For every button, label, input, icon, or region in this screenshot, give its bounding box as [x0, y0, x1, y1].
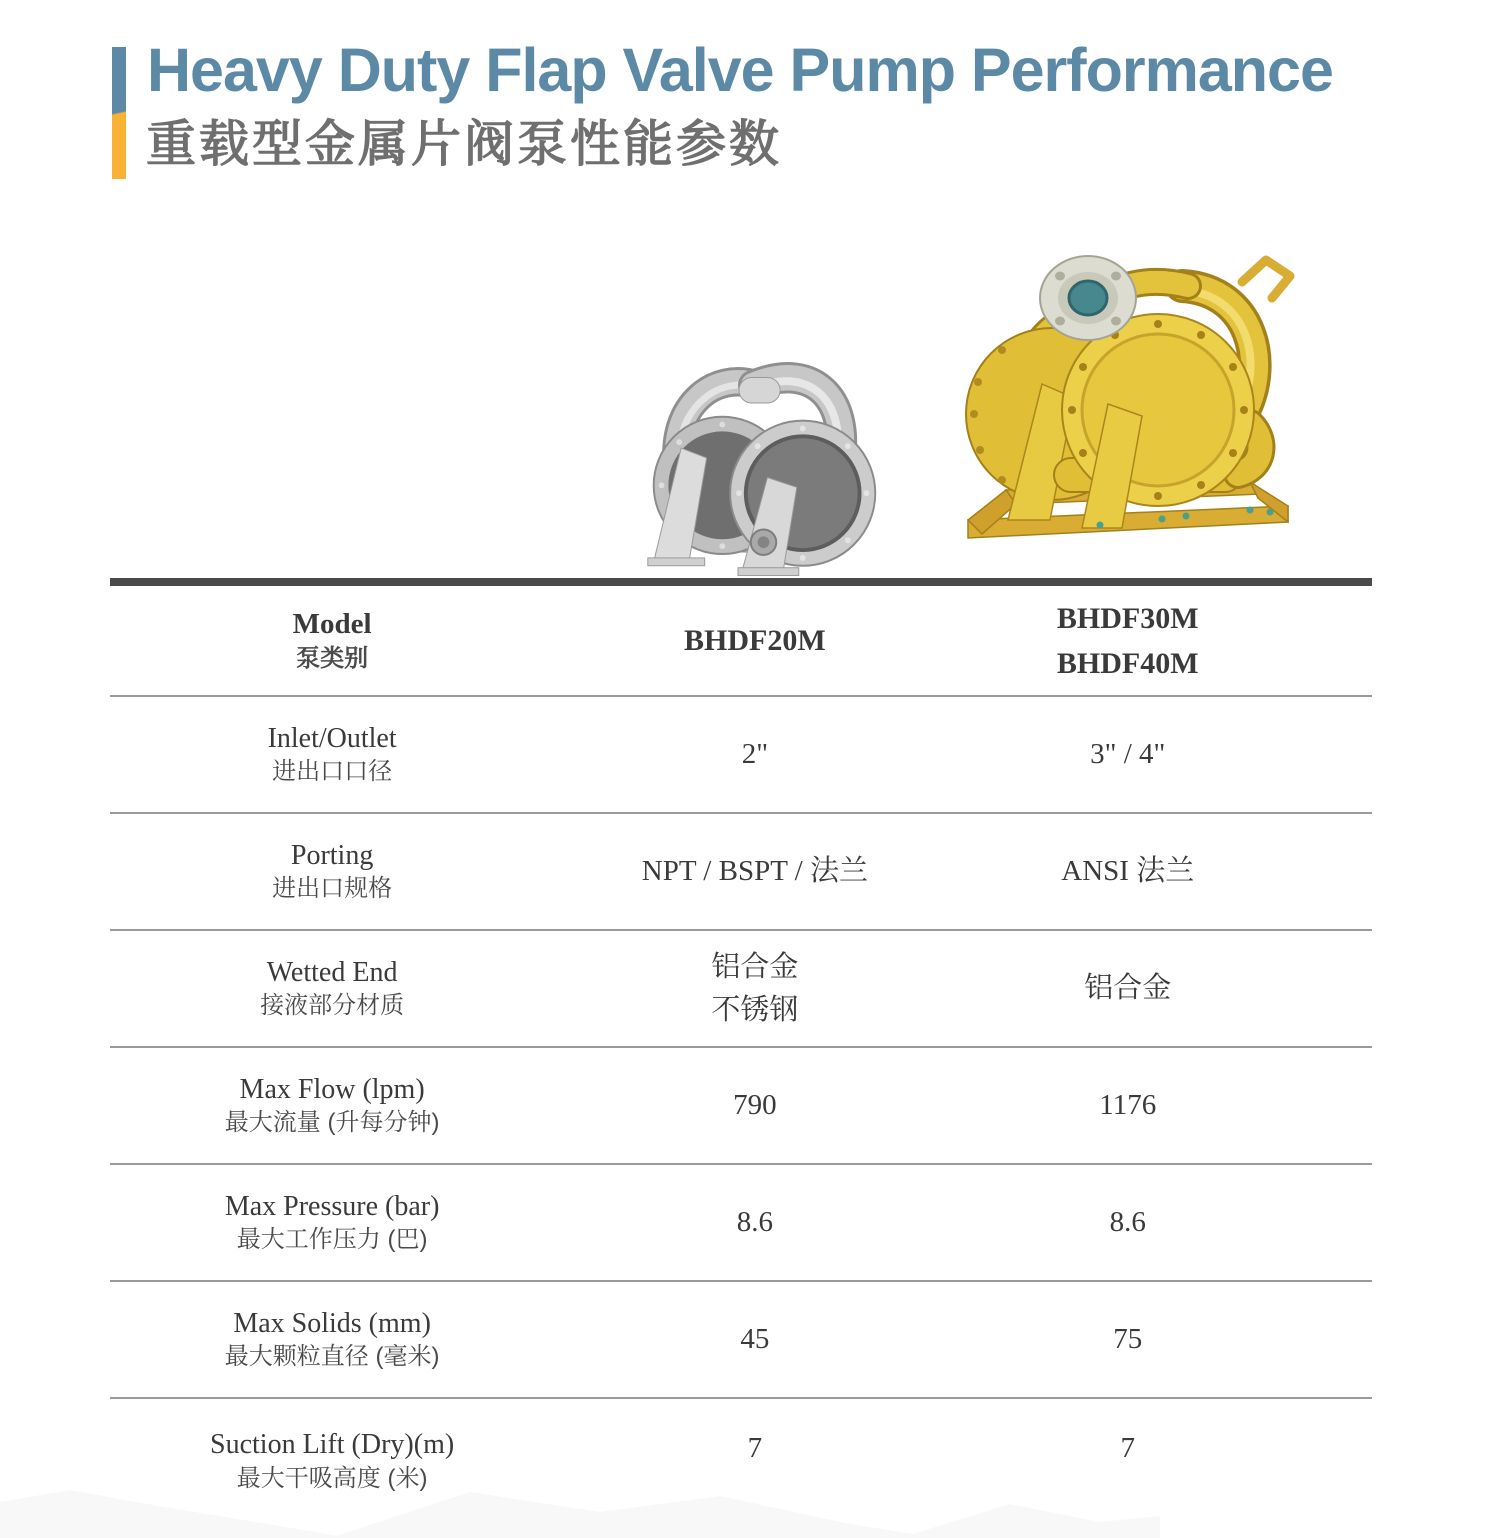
- row-label: [110, 721, 554, 789]
- pump-image-bhdf20m: [638, 328, 888, 578]
- pump-image-bhdf30m-bhdf40m: [950, 222, 1302, 570]
- value-text: 8.6: [1109, 1206, 1146, 1239]
- page-subtitle: 重载型金属片阀泵性能参数: [146, 116, 782, 172]
- row-label-zh: 最大颗粒直径 (毫米): [224, 1343, 440, 1371]
- row-label-zh: 泵类别: [296, 644, 369, 672]
- cell-value: [554, 1427, 955, 1469]
- table-row-max-flow: [110, 1048, 1372, 1165]
- cell-value: [554, 850, 955, 892]
- model-name: BHDF40M: [1056, 646, 1199, 680]
- model-col-bhdf20m: [554, 618, 955, 663]
- value-text: 铝合金: [1084, 972, 1172, 1005]
- row-label-en: Inlet/Outlet: [267, 722, 397, 754]
- row-label-en: Model: [292, 607, 372, 640]
- row-label: [110, 838, 554, 906]
- row-label: [110, 955, 554, 1023]
- value-text: 2": [741, 738, 769, 771]
- row-label-en: Suction Lift (Dry)(m): [210, 1429, 455, 1460]
- row-label-model: [110, 606, 554, 675]
- cell-value: [956, 733, 1372, 775]
- cell-value: [956, 967, 1372, 1009]
- table-row-wetted-end: [110, 931, 1372, 1048]
- cell-value: [554, 1318, 955, 1360]
- value-text: ANSI 法兰: [1061, 855, 1195, 888]
- value-text: 45: [740, 1323, 770, 1356]
- value-text: 铝合金: [711, 951, 799, 984]
- value-text: 1176: [1099, 1089, 1157, 1122]
- table-row-model: [110, 586, 1372, 697]
- value-text: 不锈钢: [711, 993, 799, 1026]
- cell-value: [956, 1318, 1372, 1360]
- watermark-graphic: [0, 1482, 1160, 1538]
- cell-value: [554, 733, 955, 775]
- row-label-zh: 进出口规格: [272, 875, 393, 903]
- cell-value: [956, 850, 1372, 892]
- row-label-zh: 接液部分材质: [260, 992, 405, 1020]
- value-text: 7: [747, 1432, 763, 1464]
- value-text: NPT / BSPT / 法兰: [641, 855, 868, 888]
- model-col-bhdf30m-40m: [956, 596, 1372, 686]
- title-accent-bar: [112, 47, 126, 179]
- value-text: 75: [1113, 1323, 1143, 1356]
- row-label-en: Porting: [290, 839, 374, 871]
- row-label-en: Max Flow (lpm): [239, 1073, 425, 1105]
- page-title: Heavy Duty Flap Valve Pump Performance: [147, 36, 1333, 104]
- cell-value: [554, 1084, 955, 1126]
- value-text: 3" / 4": [1090, 738, 1166, 771]
- value-text: 7: [1120, 1432, 1135, 1464]
- model-name: BHDF30M: [1056, 601, 1199, 635]
- value-text: 790: [733, 1089, 777, 1122]
- row-label-zh: 最大流量 (升每分钟): [224, 1109, 440, 1137]
- row-label-en: Max Pressure (bar): [224, 1190, 440, 1222]
- cell-value: [956, 1201, 1372, 1243]
- table-row-max-pressure: [110, 1165, 1372, 1282]
- table-row-max-solids: [110, 1282, 1372, 1399]
- spec-table: [110, 578, 1372, 1538]
- model-name: BHDF20M: [684, 624, 826, 657]
- cell-value: [554, 1201, 955, 1243]
- row-label-en: Max Solids (mm): [233, 1307, 431, 1339]
- row-label: [110, 1189, 554, 1257]
- row-label-zh: 进出口口径: [272, 758, 393, 786]
- row-label: [110, 1072, 554, 1140]
- row-label-zh: 最大干吸高度 (米): [236, 1464, 428, 1492]
- cell-value: [554, 946, 955, 1030]
- row-label: [110, 1306, 554, 1374]
- table-row-porting: [110, 814, 1372, 931]
- row-label-en: Wetted End: [266, 956, 398, 988]
- value-text: 8.6: [736, 1206, 773, 1239]
- row-label-zh: 最大工作压力 (巴): [236, 1226, 428, 1254]
- cell-value: [956, 1084, 1372, 1126]
- cell-value: [956, 1427, 1372, 1469]
- table-row-inlet-outlet: [110, 697, 1372, 814]
